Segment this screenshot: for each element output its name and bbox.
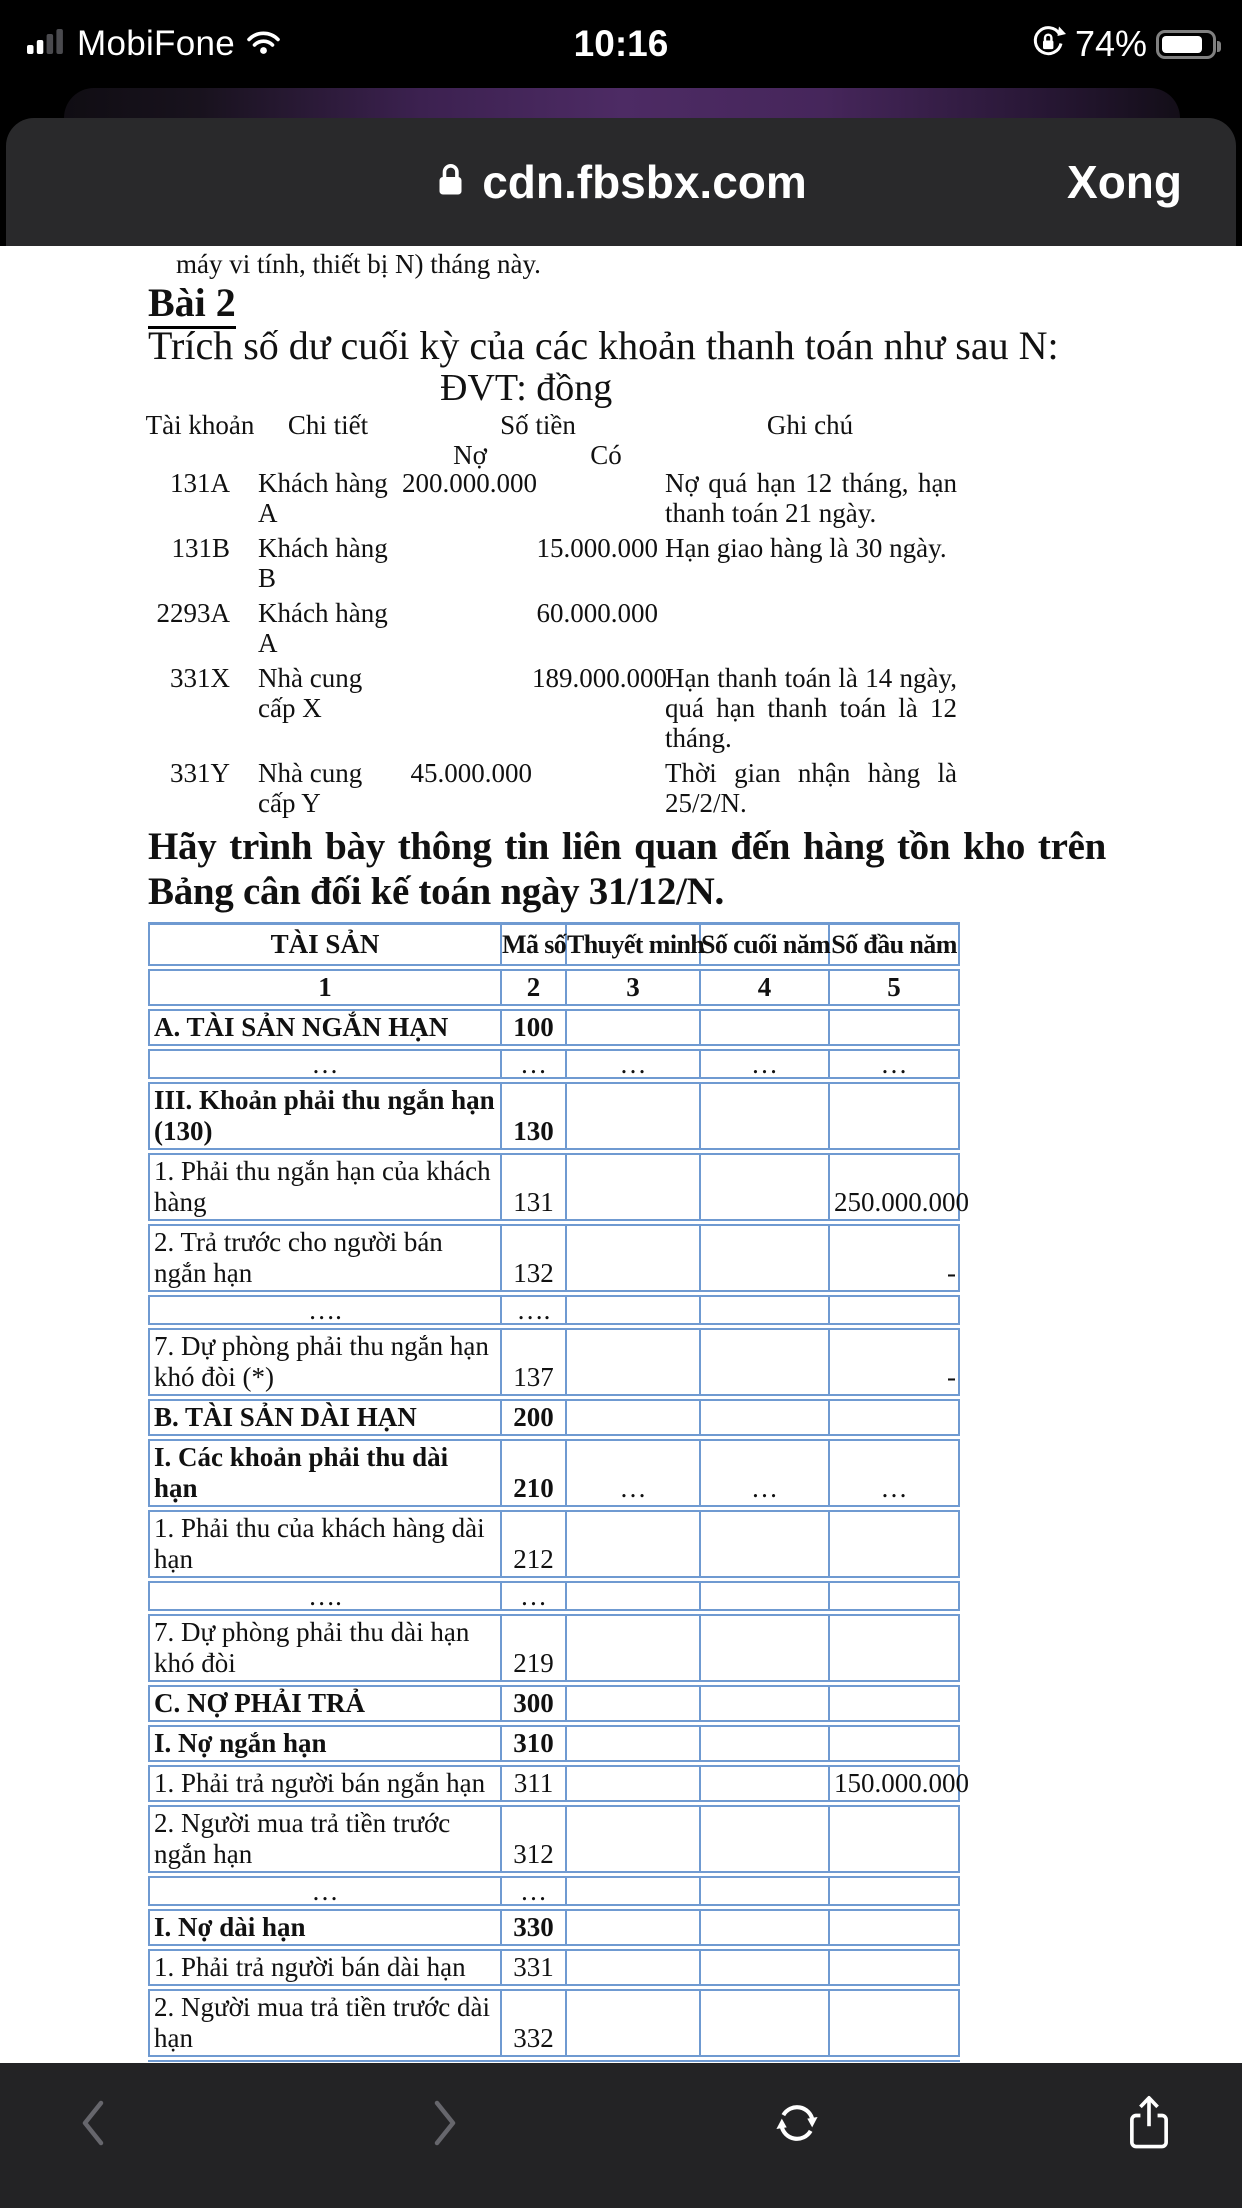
row-title: 2. Người mua trả tiền trước ngắn hạn [149, 1804, 501, 1875]
statement-col-amount: Số tiền [500, 410, 576, 440]
row-title: 1. Phải thu của khách hàng dài hạn [149, 1509, 501, 1580]
browser-toolbar [0, 2063, 1242, 2208]
cell-note-ref [566, 1081, 700, 1152]
cell-start-of-year [829, 1684, 959, 1724]
statement-note [658, 598, 957, 658]
cell-note-ref [566, 1948, 700, 1988]
lock-icon [435, 159, 466, 206]
row-title: 7. Dự phòng phải thu ngắn hạn khó đòi (*) [149, 1327, 501, 1398]
row-code: 311 [501, 1764, 566, 1804]
statement-debit-amount: 200.000.000 [402, 468, 537, 498]
row-title: …. [149, 1580, 501, 1613]
cell-start-of-year: 250.000.000 [829, 1152, 959, 1223]
row-title: B. TÀI SẢN DÀI HẠN [149, 1398, 501, 1438]
statement-credit-amount: 189.000.000 [532, 663, 667, 693]
cell-start-of-year [829, 1294, 959, 1327]
statement-account: 331Y [170, 758, 230, 788]
table-row [149, 1152, 959, 1223]
cell-end-of-year [700, 1223, 829, 1294]
cell-start-of-year [829, 1398, 959, 1438]
table-row [149, 1875, 959, 1908]
table-row [149, 1724, 959, 1764]
row-code: 131 [501, 1152, 566, 1223]
row-code: 331 [501, 1948, 566, 1988]
table-row [149, 1008, 959, 1048]
cellular-signal-icon [26, 28, 67, 60]
table-row [149, 1048, 959, 1081]
cell-end-of-year [700, 1684, 829, 1724]
done-button[interactable]: Xong [1067, 156, 1182, 208]
table-row [149, 1081, 959, 1152]
battery-percent-label: 74% [1074, 23, 1147, 64]
statement-credit-amount: 60.000.000 [536, 598, 658, 628]
cell-end-of-year [700, 1764, 829, 1804]
column-number: 1 [149, 968, 501, 1008]
cell-note-ref [566, 1908, 700, 1948]
row-title: I. Nợ ngắn hạn [149, 1724, 501, 1764]
table-row [149, 1908, 959, 1948]
statement-header [145, 410, 1105, 470]
cell-end-of-year [700, 1152, 829, 1223]
column-header: TÀI SẢN [149, 924, 501, 968]
row-title: 2. Người mua trả tiền trước dài hạn [149, 1988, 501, 2059]
exercise-description: Trích số dư cuối kỳ của các khoản thanh toán như sau N: [148, 323, 1059, 368]
statement-col-account: Tài khoản [145, 410, 255, 440]
row-title: 7. Dự phòng phải thu dài hạn khó đòi [149, 1613, 501, 1684]
statement-credit-amount [532, 758, 658, 818]
row-title: 1. Phải trả người bán ngắn hạn [149, 1764, 501, 1804]
cell-start-of-year [829, 1613, 959, 1684]
status-bar [0, 0, 1242, 88]
cell-end-of-year: … [700, 1048, 829, 1081]
cell-start-of-year [829, 1908, 959, 1948]
row-code: 137 [501, 1327, 566, 1398]
share-button[interactable] [1118, 2093, 1180, 2155]
cell-end-of-year: … [700, 1438, 829, 1509]
statement-account: 2293A [156, 598, 230, 628]
statement-note: Thời gian nhận hàng là 25/2/N. [665, 758, 957, 818]
row-title: … [149, 1875, 501, 1908]
statement-detail: Nhà cung cấp X [258, 663, 363, 723]
row-code: … [501, 1048, 566, 1081]
cell-note-ref [566, 1327, 700, 1398]
row-title: 2. Trả trước cho người bán ngắn hạn [149, 1223, 501, 1294]
row-code: 332 [501, 1988, 566, 2059]
column-header: Mã số [501, 924, 566, 968]
statement-detail: Khách hàng B [258, 533, 388, 593]
table-row [149, 1438, 959, 1509]
cell-note-ref [566, 1008, 700, 1048]
row-code: 200 [501, 1398, 566, 1438]
cell-note-ref [566, 1223, 700, 1294]
row-code: 310 [501, 1724, 566, 1764]
cell-start-of-year [829, 1948, 959, 1988]
cell-start-of-year: … [829, 1438, 959, 1509]
wifi-icon [245, 28, 282, 60]
cell-start-of-year [829, 1008, 959, 1048]
column-header: Số cuối năm [700, 924, 829, 968]
statement-account: 131B [171, 533, 230, 563]
cell-start-of-year [829, 1804, 959, 1875]
cell-note-ref [566, 1294, 700, 1327]
chevron-right-icon [427, 2097, 463, 2152]
statement-col-credit: Có [590, 440, 622, 470]
statement-note: Nợ quá hạn 12 tháng, hạn thanh toán 21 ngày. [665, 468, 957, 528]
refresh-icon [771, 2097, 823, 2152]
statement-rows [148, 468, 957, 818]
row-title: I. Các khoản phải thu dài hạn [149, 1438, 501, 1509]
statement-debit-amount [402, 598, 532, 658]
cell-end-of-year [700, 1613, 829, 1684]
forward-button[interactable] [414, 2093, 476, 2155]
column-header: Thuyết minh [566, 924, 700, 968]
table-row [149, 1223, 959, 1294]
cell-note-ref [566, 1804, 700, 1875]
row-code: 212 [501, 1509, 566, 1580]
cell-end-of-year [700, 1988, 829, 2059]
cell-start-of-year: … [829, 1048, 959, 1081]
statement-account: 331X [170, 663, 230, 693]
document-page[interactable] [0, 246, 1242, 2063]
statement-debit-amount [402, 533, 532, 593]
statement-col-detail: Chi tiết [287, 410, 369, 440]
cell-start-of-year: - [829, 1327, 959, 1398]
cell-end-of-year [700, 1908, 829, 1948]
table-row [149, 1509, 959, 1580]
statement-credit-amount [532, 468, 658, 528]
cell-end-of-year [700, 1580, 829, 1613]
table-header-row [149, 924, 959, 968]
table-row [149, 1613, 959, 1684]
row-code: 300 [501, 1684, 566, 1724]
cell-start-of-year [829, 1875, 959, 1908]
cell-note-ref [566, 1152, 700, 1223]
cell-note-ref [566, 1724, 700, 1764]
cell-start-of-year: 150.000.000 [829, 1764, 959, 1804]
rotation-lock-icon [1030, 24, 1066, 65]
statement-detail: Khách hàng A [258, 468, 388, 528]
statement-debit-amount [402, 663, 532, 753]
cell-start-of-year [829, 1081, 959, 1152]
cell-note-ref [566, 1580, 700, 1613]
cell-start-of-year [829, 1988, 959, 2059]
cell-end-of-year [700, 1509, 829, 1580]
cell-end-of-year [700, 1804, 829, 1875]
column-header: Số đầu năm [829, 924, 959, 968]
cell-start-of-year [829, 1509, 959, 1580]
cell-start-of-year [829, 1580, 959, 1613]
row-title: A. TÀI SẢN NGẮN HẠN [149, 1008, 501, 1048]
share-icon [1125, 2093, 1173, 2156]
table-row [149, 1988, 959, 2059]
row-code: 130 [501, 1081, 566, 1152]
statement-account: 131A [170, 468, 230, 498]
column-number: 5 [829, 968, 959, 1008]
chevron-left-icon [75, 2097, 111, 2152]
cell-end-of-year [700, 1327, 829, 1398]
row-code: 100 [501, 1008, 566, 1048]
statement-detail: Khách hàng A [258, 598, 388, 658]
row-title: …. [149, 1294, 501, 1327]
row-code: … [501, 1580, 566, 1613]
balance-sheet-table [148, 922, 969, 2062]
clock-label: 10:16 [573, 23, 669, 64]
exercise-title: Bài 2 [148, 282, 1105, 324]
statement-credit-amount: 15.000.000 [536, 533, 658, 563]
cell-end-of-year [700, 1875, 829, 1908]
refresh-button[interactable] [766, 2093, 828, 2155]
cell-note-ref [566, 1875, 700, 1908]
cell-end-of-year [700, 1724, 829, 1764]
row-code: 132 [501, 1223, 566, 1294]
cell-note-ref [566, 1684, 700, 1724]
statement-col-note: Ghi chú [766, 410, 854, 440]
address-field[interactable] [435, 155, 807, 209]
cell-note-ref [566, 1764, 700, 1804]
row-title: … [149, 1048, 501, 1081]
row-code: 210 [501, 1438, 566, 1509]
url-label: cdn.fbsbx.com [482, 156, 807, 208]
column-number-row [149, 968, 959, 1008]
intro-line: máy vi tính, thiết bị N) tháng này. [176, 249, 541, 279]
row-code: …. [501, 1294, 566, 1327]
question-text: Hãy trình bày thông tin liên quan đến hàng tồn kho trên Bảng cân đối kế toán ngày 31/12/N. [148, 825, 1106, 913]
cell-end-of-year [700, 1081, 829, 1152]
column-number: 3 [566, 968, 700, 1008]
row-title: 1. Phải trả người bán dài hạn [149, 1948, 501, 1988]
table-row [149, 1398, 959, 1438]
statement-note: Hạn thanh toán là 14 ngày, quá hạn thanh toán là 12 tháng. [665, 663, 957, 753]
statement-debit-amount: 45.000.000 [410, 758, 532, 788]
table-row [149, 1804, 959, 1875]
row-code: … [501, 1875, 566, 1908]
back-button[interactable] [62, 2093, 124, 2155]
row-title: I. Nợ dài hạn [149, 1908, 501, 1948]
row-title: C. NỢ PHẢI TRẢ [149, 1684, 501, 1724]
cell-note-ref [566, 1988, 700, 2059]
cell-end-of-year [700, 1294, 829, 1327]
battery-icon [1156, 30, 1216, 59]
cell-start-of-year [829, 1724, 959, 1764]
column-number: 4 [700, 968, 829, 1008]
cell-end-of-year [700, 1398, 829, 1438]
table-row [149, 1580, 959, 1613]
status-right-group [1030, 23, 1216, 65]
column-number: 2 [501, 968, 566, 1008]
statement-detail: Nhà cung cấp Y [258, 758, 363, 818]
row-title: 1. Phải thu ngắn hạn của khách hàng [149, 1152, 501, 1223]
cell-note-ref: … [566, 1438, 700, 1509]
statement-col-debit: Nợ [453, 440, 487, 470]
row-code: 312 [501, 1804, 566, 1875]
cell-end-of-year [700, 1008, 829, 1048]
safari-header [6, 118, 1236, 246]
table-row [149, 1764, 959, 1804]
statement-note: Hạn giao hàng là 30 ngày. [665, 533, 947, 563]
status-left-group [26, 24, 282, 64]
table-row [149, 1294, 959, 1327]
table-row [149, 1948, 959, 1988]
cell-start-of-year: - [829, 1223, 959, 1294]
cell-note-ref [566, 1509, 700, 1580]
row-title: III. Khoản phải thu ngắn hạn (130) [149, 1081, 501, 1152]
row-code: 330 [501, 1908, 566, 1948]
cell-note-ref [566, 1398, 700, 1438]
cell-end-of-year [700, 1948, 829, 1988]
cell-note-ref [566, 1613, 700, 1684]
cell-note-ref: … [566, 1048, 700, 1081]
unit-line: ĐVT: đồng [440, 367, 613, 409]
table-row [149, 1327, 959, 1398]
carrier-label: MobiFone [77, 24, 236, 63]
table-row [149, 1684, 959, 1724]
row-code: 219 [501, 1613, 566, 1684]
